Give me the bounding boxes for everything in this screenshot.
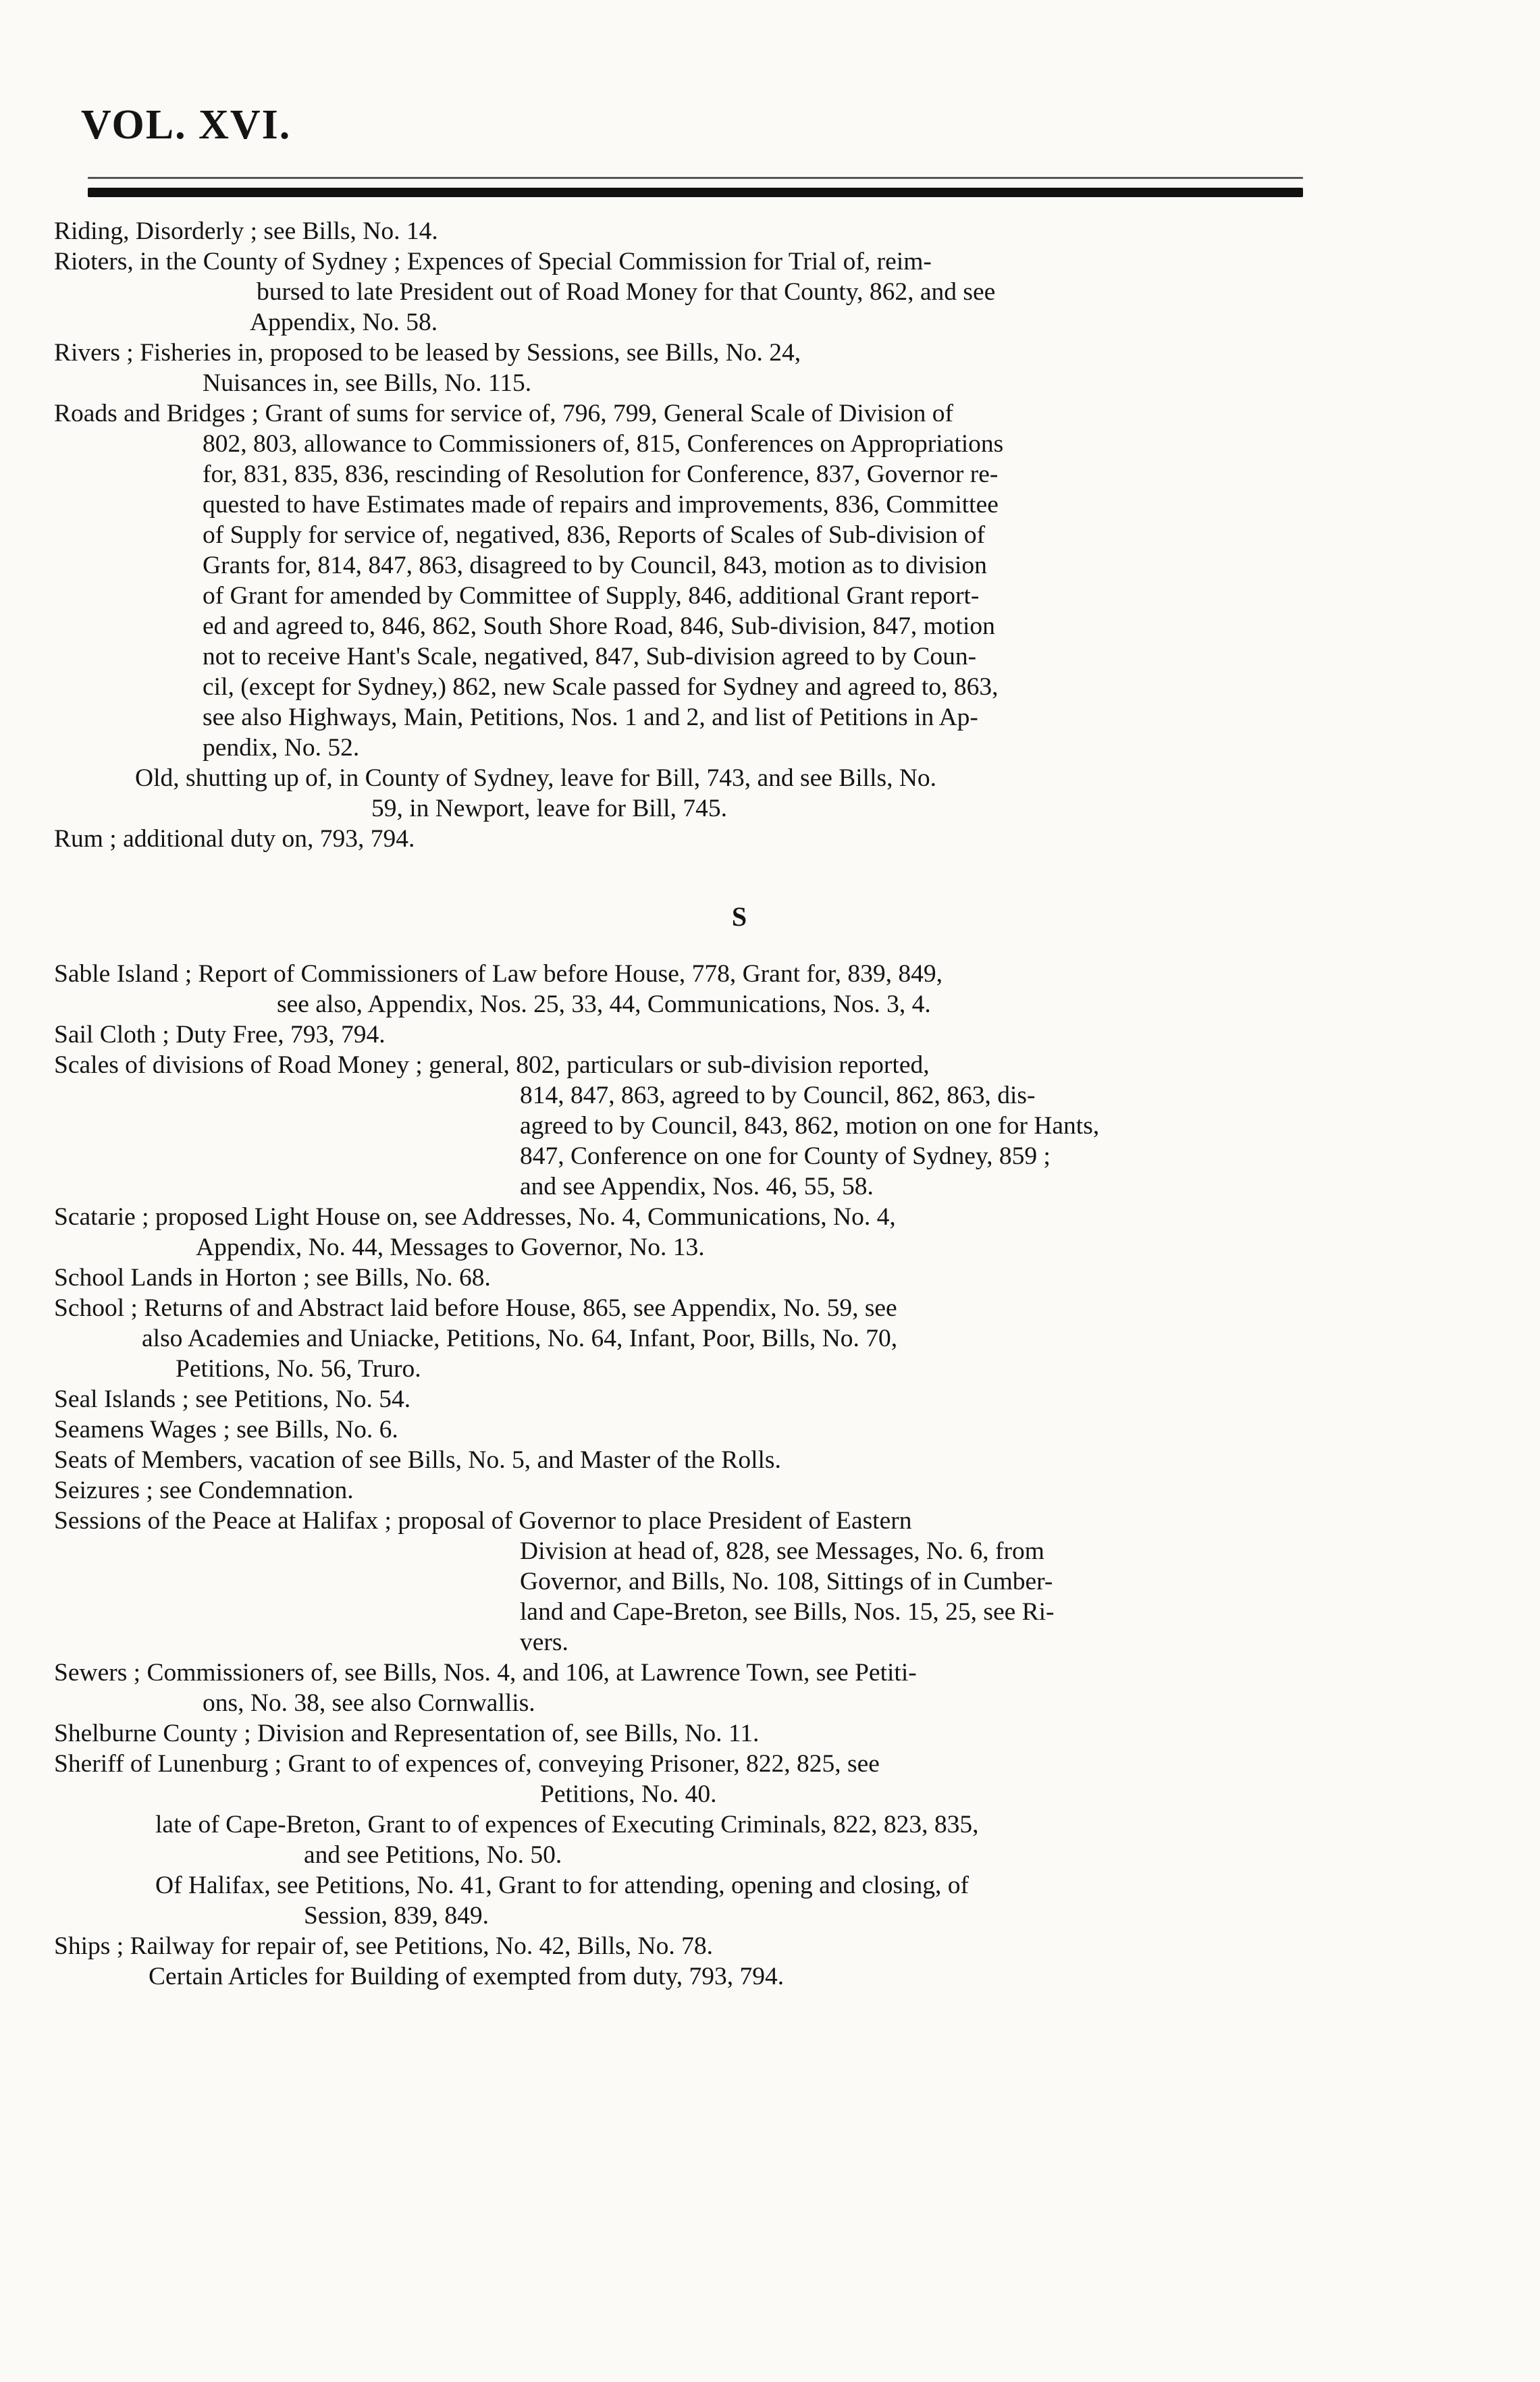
index-entry [54, 1475, 1337, 1506]
index-entry-line: Seal Islands ; see Petitions, No. 54. [54, 1385, 411, 1413]
index-entry-line: Sheriff of Lunenburg ; Grant to of expences of, conveying Prisoner, 822, 825, see [54, 1750, 880, 1778]
index-entry-line: and see Petitions, No. 50. [304, 1841, 562, 1869]
index-entry [54, 338, 1337, 398]
index-section-r [54, 216, 1337, 854]
index-entry [54, 1931, 1337, 1992]
index-entry-line: Scales of divisions of Road Money ; general, 802, particulars or sub-division reported, [54, 1051, 930, 1079]
index-entry [54, 1050, 1337, 1202]
index-entry-line: Session, 839, 849. [304, 1902, 489, 1930]
index-entry-line: Appendix, No. 44, Messages to Governor, No. 13. [196, 1234, 705, 1261]
index-entry-line: see also, Appendix, Nos. 25, 33, 44, Communications, Nos. 3, 4. [277, 990, 931, 1018]
index-entry-line: vers. [520, 1629, 568, 1656]
index-entry-line: agreed to by Council, 843, 862, motion on one for Hants, [520, 1112, 1100, 1140]
index-entry-line: Of Halifax, see Petitions, No. 41, Grant to for attending, opening and closing, of [155, 1872, 969, 1899]
index-entry-line: see also Highways, Main, Petitions, Nos. 1 and 2, and list of Petitions in Ap- [203, 704, 978, 731]
index-entry-line: Rivers ; Fisheries in, proposed to be leased by Sessions, see Bills, No. 24, [54, 339, 801, 367]
index-entry [54, 216, 1337, 246]
index-entry-line: Petitions, No. 56, Truro. [176, 1355, 421, 1383]
index-entry-line: Sail Cloth ; Duty Free, 793, 794. [54, 1021, 386, 1049]
index-entry-line: Petitions, No. 40. [540, 1780, 717, 1808]
index-entry-line: Old, shutting up of, in County of Sydney, leave for Bill, 743, and see Bills, No. [135, 764, 937, 792]
index-entry-line: Riding, Disorderly ; see Bills, No. 14. [54, 217, 438, 245]
index-entry [54, 1414, 1337, 1445]
index-entry [54, 1202, 1337, 1263]
index-entry [54, 1384, 1337, 1414]
index-entry-line: Grants for, 814, 847, 863, disagreed to by Council, 843, motion as to division [203, 552, 987, 579]
index-entry-line: Rioters, in the County of Sydney ; Expences of Special Commission for Trial of, reim- [54, 248, 932, 275]
index-entry [54, 1020, 1337, 1050]
index-entry-line: Sewers ; Commissioners of, see Bills, Nos. 4, and 106, at Lawrence Town, see Petiti- [54, 1659, 917, 1687]
index-entry-line: Rum ; additional duty on, 793, 794. [54, 825, 415, 853]
index-entry-line: 847, Conference on one for County of Sydney, 859 ; [520, 1142, 1051, 1170]
index-entry-line: 814, 847, 863, agreed to by Council, 862, 863, dis- [520, 1082, 1036, 1109]
index-entry-line: Sable Island ; Report of Commissioners of Law before House, 778, Grant for, 839, 849, [54, 960, 942, 988]
index-entry-line: Seizures ; see Condemnation. [54, 1477, 354, 1504]
index-entry-line: of Supply for service of, negatived, 836, Reports of Scales of Sub-division of [203, 521, 986, 549]
index-entry-line: ed and agreed to, 846, 862, South Shore Road, 846, Sub-division, 847, motion [203, 612, 995, 640]
index-entry-line: cil, (except for Sydney,) 862, new Scale passed for Sydney and agreed to, 863, [203, 673, 999, 701]
index-entry-line: of Grant for amended by Committee of Supply, 846, additional Grant report- [203, 582, 980, 610]
index-entry [54, 824, 1337, 854]
section-letter: S [731, 901, 747, 932]
index-entry-line: bursed to late President out of Road Money for that County, 862, and see [257, 278, 996, 306]
index-entry-line: Governor, and Bills, No. 108, Sittings of in Cumber- [520, 1568, 1053, 1595]
index-entry-line: for, 831, 835, 836, rescinding of Resolution for Conference, 837, Governor re- [203, 460, 999, 488]
index-entry-line: late of Cape-Breton, Grant to of expences of Executing Criminals, 822, 823, 835, [155, 1811, 979, 1838]
index-entry [54, 246, 1337, 338]
page-header-label: VOL. XVI. [81, 102, 292, 148]
index-entry-line: Roads and Bridges ; Grant of sums for service of, 796, 799, General Scale of Division of [54, 400, 954, 427]
index-entry-line: Certain Articles for Building of exempted from duty, 793, 794. [149, 1963, 785, 1990]
index-entry-line: 59, in Newport, leave for Bill, 745. [371, 795, 727, 822]
index-entry [54, 1506, 1337, 1658]
index-entry-line: quested to have Estimates made of repairs and improvements, 836, Committee [203, 491, 999, 519]
index-entry-line: Division at head of, 828, see Messages, No. 6, from [520, 1537, 1044, 1565]
header-rule [88, 188, 1303, 197]
index-entry [54, 763, 1337, 824]
index-entry [54, 1809, 1337, 1870]
index-entry-line: 802, 803, allowance to Commissioners of, 815, Conferences on Appropriations [203, 430, 1004, 458]
index-entry [54, 1718, 1337, 1749]
index-entry-line: ons, No. 38, see also Cornwallis. [203, 1689, 535, 1717]
index-entry [54, 1749, 1337, 1809]
index-entry [54, 1658, 1337, 1718]
index-entry [54, 1445, 1337, 1475]
index-entry-line: Scatarie ; proposed Light House on, see Addresses, No. 4, Communications, No. 4, [54, 1203, 896, 1231]
index-entry [54, 1870, 1337, 1931]
index-entry-line: land and Cape-Breton, see Bills, Nos. 15, 25, see Ri- [520, 1598, 1055, 1626]
index-section-s [54, 959, 1337, 1992]
index-entry-line: School Lands in Horton ; see Bills, No. 68. [54, 1264, 491, 1292]
index-content [54, 216, 1337, 1992]
index-entry-line: pendix, No. 52. [203, 734, 360, 762]
index-entry-line: Nuisances in, see Bills, No. 115. [203, 369, 532, 397]
index-entry-line: and see Appendix, Nos. 46, 55, 58. [520, 1173, 874, 1200]
index-entry-line: Ships ; Railway for repair of, see Petitions, No. 42, Bills, No. 78. [54, 1932, 713, 1960]
index-entry-line: School ; Returns of and Abstract laid before House, 865, see Appendix, No. 59, see [54, 1294, 897, 1322]
index-entry-line: Seats of Members, vacation of see Bills, No. 5, and Master of the Rolls. [54, 1446, 781, 1474]
index-entry [54, 959, 1337, 1020]
index-entry-line: also Academies and Uniacke, Petitions, No. 64, Infant, Poor, Bills, No. 70, [142, 1325, 898, 1352]
index-entry-line: Appendix, No. 58. [250, 309, 438, 336]
index-entry-line: Seamens Wages ; see Bills, No. 6. [54, 1416, 398, 1444]
index-entry [54, 398, 1337, 763]
index-entry [54, 1263, 1337, 1293]
index-entry [54, 1293, 1337, 1384]
index-entry-line: not to receive Hant's Scale, negatived, 847, Sub-division agreed to by Coun- [203, 643, 977, 670]
index-entry-line: Shelburne County ; Division and Representation of, see Bills, No. 11. [54, 1720, 760, 1747]
header-rule-thin [88, 177, 1303, 179]
index-entry-line: Sessions of the Peace at Halifax ; proposal of Governor to place President of Eastern [54, 1507, 912, 1535]
